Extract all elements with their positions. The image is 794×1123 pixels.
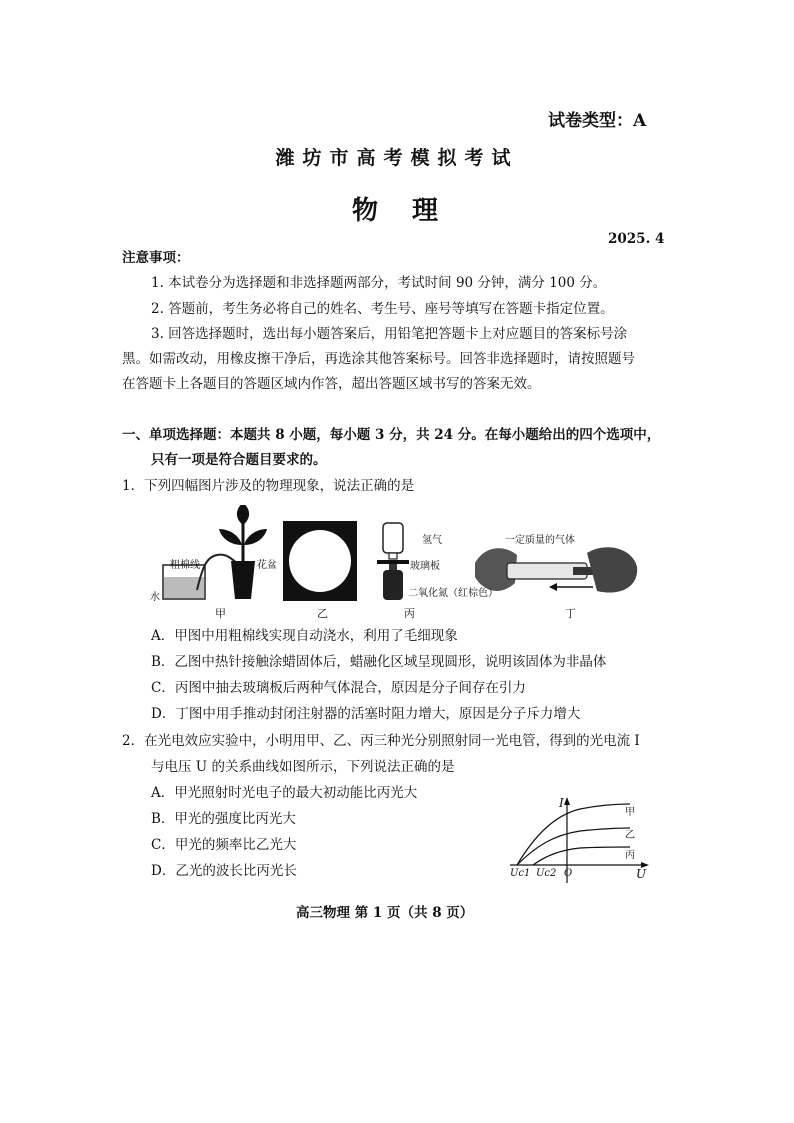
- notice-item-3-line-3: 在答题卡上各题目的答题区域内作答，超出答题区域书写的答案无效。: [122, 376, 541, 392]
- i-axis-arrow: [564, 797, 570, 805]
- q2-option-a: A．甲光照射时光电子的最大初动能比丙光大: [151, 785, 418, 801]
- flowerpot: [231, 561, 255, 599]
- q1-option-b: B．乙图中热针接触涂蜡固体后，蜡融化区域呈现圆形，说明该固体为非晶体: [151, 654, 607, 670]
- paper-type: 试卷类型：A: [548, 111, 647, 131]
- push-arrow-head: [549, 583, 557, 591]
- graph-uc2-label: Uc2: [536, 868, 557, 879]
- curve-bing: [533, 847, 630, 865]
- q1-option-a: A．甲图中用粗棉线实现自动浇水，利用了毛细现象: [151, 628, 458, 644]
- curve-jia: [517, 804, 630, 865]
- plant-leaf-top: [237, 505, 249, 525]
- bottle-neck-top: [389, 553, 397, 559]
- graph-curve-jia-label: 甲: [625, 807, 635, 818]
- q2-option-d: D．乙光的波长比丙光长: [151, 863, 297, 879]
- graph-axis-i-label: I: [559, 796, 564, 810]
- notice-item-2: 2. 答题前，考生务必将自己的姓名、考生号、座号等填写在答题卡指定位置。: [151, 301, 614, 317]
- melted-circle: [289, 530, 351, 592]
- label-no2: 二氧化氮（红棕色）: [408, 588, 498, 599]
- q2-stem-line-1: 2．在光电效应实验中，小明用甲、乙、丙三种光分别照射同一光电管，得到的光电流 I: [122, 733, 640, 749]
- label-fig-yi: 乙: [317, 607, 328, 620]
- notice-heading: 注意事项：: [122, 250, 190, 266]
- figure-ding: [475, 547, 637, 592]
- hydrogen-bottle: [383, 523, 403, 553]
- graph-axis-u-label: U: [636, 867, 647, 881]
- q2-option-c: C．甲光的频率比乙光大: [151, 837, 297, 853]
- label-gas: 一定质量的气体: [505, 535, 575, 546]
- label-fig-jia: 甲: [215, 607, 226, 620]
- plant-leaf-left: [219, 529, 242, 545]
- label-water: 水: [150, 592, 160, 603]
- graph-uc1-label: Uc1: [510, 868, 531, 879]
- plant-leaf-right: [244, 529, 267, 545]
- figure-yi: [283, 521, 357, 601]
- bottle-neck-bottom: [389, 564, 397, 570]
- exam-title: 潍坊市高考模拟考试: [275, 147, 519, 169]
- page-footer: 高三物理 第 1 页（共 8 页）: [296, 905, 474, 921]
- right-hand: [587, 547, 637, 592]
- graph-curve-yi-label: 乙: [625, 830, 635, 841]
- q1-option-c: C．丙图中抽去玻璃板后两种气体混合，原因是分子间存在引力: [151, 680, 526, 696]
- q2-option-b: B．甲光的强度比丙光大: [151, 811, 296, 827]
- label-hydrogen: 氢气: [422, 535, 442, 546]
- label-flowerpot: 花盆: [257, 560, 277, 571]
- figure-bing: [377, 523, 409, 600]
- notice-item-3-line-1: 3. 回答选择题时，选出每小题答案后，用铅笔把答题卡上对应题目的答案标号涂: [151, 326, 628, 342]
- q1-figure: [145, 505, 645, 620]
- graph-curve-bing-label: 丙: [625, 850, 635, 861]
- glass-plate: [377, 560, 409, 564]
- section-heading-line-2: 只有一项是符合题目要求的。: [151, 452, 327, 468]
- q2-stem-line-2: 与电压 U 的关系曲线如图所示，下列说法正确的是: [151, 759, 455, 775]
- label-fig-bing: 丙: [404, 607, 415, 620]
- figure-jia: [163, 505, 267, 599]
- label-fig-ding: 丁: [565, 607, 576, 620]
- label-glass-plate: 玻璃板: [410, 561, 440, 572]
- notice-item-3-line-2: 黑。如需改动，用橡皮擦干净后，再选涂其他答案标号。回答非选择题时，请按照题号: [122, 351, 635, 367]
- no2-bottle: [383, 570, 403, 600]
- section-heading-line-1: 一、单项选择题：本题共 8 小题，每小题 3 分，共 24 分。在每小题给出的四个选项中，: [122, 427, 661, 443]
- q1-option-d: D．丁图中用手推动封闭注射器的活塞时阻力增大，原因是分子斥力增大: [151, 706, 581, 722]
- q1-stem: 1．下列四幅图片涉及的物理现象，说法正确的是: [122, 478, 415, 494]
- exam-date: 2025. 4: [608, 231, 665, 247]
- notice-item-1: 1. 本试卷分为选择题和非选择题两部分，考试时间 90 分钟，满分 100 分。: [151, 275, 607, 291]
- graph-origin-label: O: [564, 868, 573, 879]
- label-cotton-thread: 粗棉线: [170, 560, 200, 571]
- subject-title: 物 理: [351, 196, 442, 226]
